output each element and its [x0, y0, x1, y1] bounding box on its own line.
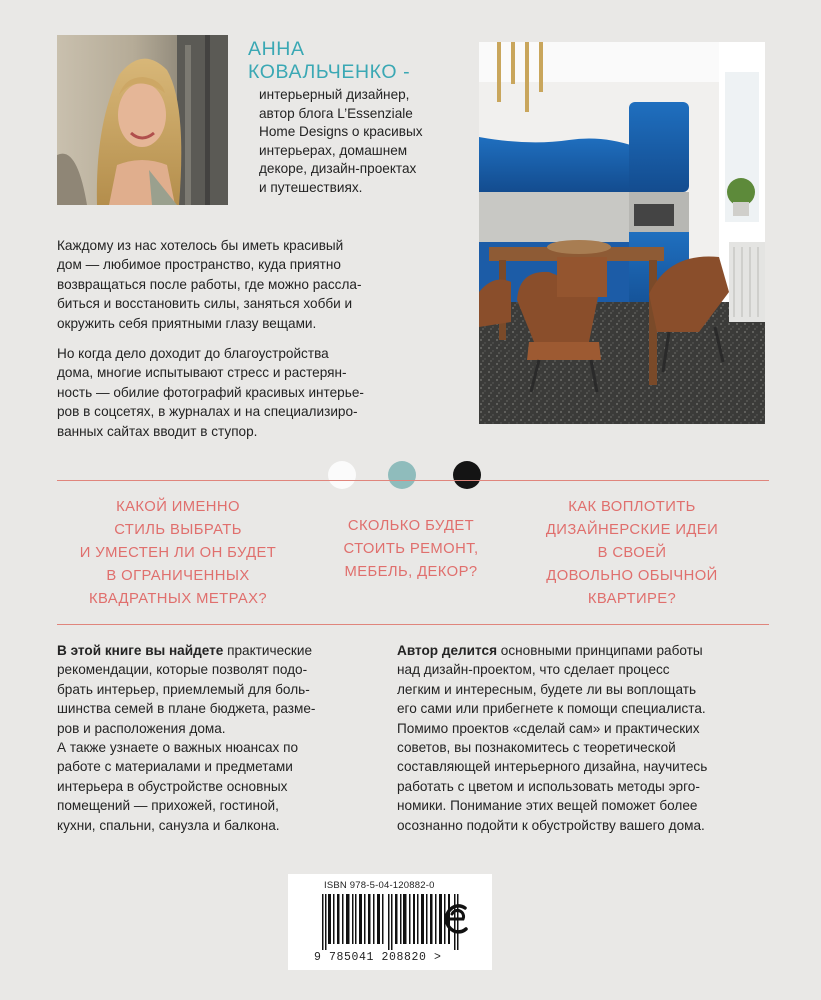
- author-desc-line: интерьерах, домашнем: [259, 142, 408, 158]
- question-line: СТИЛЬ ВЫБРАТЬ: [114, 522, 242, 538]
- author-photo: [57, 35, 228, 205]
- left-line: кухни, спальни, санузла и балкона.: [57, 817, 280, 833]
- author-desc-line: и путешествиях.: [259, 179, 363, 195]
- intro-line: ность — обилие фотографий красивых интерье-: [57, 384, 364, 400]
- question-line: И УМЕСТЕН ЛИ ОН БУДЕТ: [79, 545, 277, 561]
- right-line: легким и интересным, будете ли вы воплощать: [397, 681, 697, 697]
- question-line: КВАДРАТНЫХ МЕТРАХ?: [88, 591, 268, 607]
- right-line: советов, вы познакомитесь с теоретической: [397, 740, 676, 756]
- author-description: [259, 86, 459, 198]
- white-dot-icon: [328, 461, 356, 489]
- author-first-name: АННА: [248, 38, 305, 60]
- black-dot-icon: [453, 461, 481, 489]
- intro-line: окружить себя приятными глазу вещами.: [57, 315, 317, 331]
- author-name: [248, 38, 458, 84]
- left-line: А также узнаете о важных нюансах по: [57, 740, 299, 756]
- question-line: ДИЗАЙНЕРСКИЕ ИДЕИ: [545, 522, 719, 538]
- intro-paragraph-1: [57, 236, 407, 333]
- question-line: В СВОЕЙ: [597, 545, 667, 561]
- right-line: Помимо проектов «сделай сам» и практических: [397, 720, 700, 736]
- question-line: СКОЛЬКО БУДЕТ: [347, 518, 475, 534]
- left-line: помещений — прихожей, гостиной,: [57, 798, 279, 814]
- left-lead: В этой книге вы найдете: [57, 643, 224, 658]
- right-body-text: [397, 641, 767, 835]
- author-last-name: КОВАЛЬЧЕНКО -: [248, 61, 411, 83]
- intro-line: ванных сайтах вводит в ступор.: [57, 423, 258, 439]
- question-cost: [316, 515, 506, 584]
- question-line: МЕБЕЛЬ, ДЕКОР?: [344, 564, 478, 580]
- author-desc-line: интерьерный дизайнер,: [259, 87, 410, 102]
- question-line: КАК ВОПЛОТИТЬ: [568, 499, 696, 515]
- isbn-label: ISBN 978-5-04-120882-0: [324, 880, 435, 891]
- question-style: [66, 496, 290, 611]
- right-line: над дизайн-проектом, что сделает процесс: [397, 662, 670, 678]
- right-paragraph: [397, 641, 767, 835]
- intro-text: [57, 236, 407, 452]
- left-line: рекомендации, которые позволят подо-: [57, 662, 308, 678]
- right-line: основными принципами работы: [497, 643, 703, 658]
- left-body-text: [57, 641, 397, 835]
- question-line: КВАРТИРЕ?: [587, 591, 677, 607]
- right-line: номики. Понимание этих вещей поможет более: [397, 798, 698, 814]
- left-line: работе с материалами и предметами: [57, 759, 293, 775]
- left-line: брать интерьер, приемлемый для боль-: [57, 681, 310, 697]
- intro-line: Каждому из нас хотелось бы иметь красивый: [57, 238, 344, 253]
- teal-dot-icon: [388, 461, 416, 489]
- intro-line: биться и восстановить силы, заняться хобби и: [57, 296, 353, 312]
- top-divider: [57, 480, 769, 481]
- right-line: составляющей интерьерного дизайна, научитесь: [397, 759, 708, 775]
- right-line: осознанно подойти к обустройству вашего дома.: [397, 817, 705, 833]
- intro-line: Но когда дело доходит до благоустройства: [57, 346, 329, 362]
- question-ideas: [520, 496, 744, 611]
- left-line: практические: [223, 643, 313, 658]
- intro-paragraph-2: [57, 344, 407, 441]
- right-line: его сами или прибегнете к помощи специалиста.: [397, 701, 706, 717]
- intro-line: дом — любимое пространство, куда приятно: [57, 257, 341, 273]
- decorative-dots: [328, 461, 488, 481]
- author-desc-line: автор блога L’Essenziale: [259, 105, 413, 121]
- left-paragraph: [57, 641, 397, 835]
- kitchen-photo: [479, 42, 765, 424]
- question-line: КАКОЙ ИМЕННО: [116, 499, 240, 515]
- author-desc-line: декоре, дизайн-проектах: [259, 161, 417, 177]
- left-line: шинства семей в плане бюджета, разме-: [57, 701, 316, 717]
- left-line: интерьера в обустройстве основных: [57, 778, 288, 794]
- bottom-divider: [57, 624, 769, 625]
- question-line: ДОВОЛЬНО ОБЫЧНОЙ: [546, 568, 718, 584]
- author-desc-line: Home Designs о красивых: [259, 124, 423, 140]
- intro-line: дома, многие испытывают стресс и растерян-: [57, 365, 347, 381]
- right-lead: Автор делится: [397, 643, 498, 658]
- right-line: работать с цветом и использовать методы эрго-: [397, 778, 700, 794]
- intro-line: возвращаться после работы, где можно рассла-: [57, 276, 362, 292]
- question-line: СТОИТЬ РЕМОНТ,: [343, 541, 479, 557]
- barcode-digits: 9 785041 208820 >: [314, 951, 442, 964]
- intro-line: ров в соцсетях, в журналах и на специализиро-: [57, 404, 358, 420]
- publisher-logo-icon: [443, 902, 471, 936]
- barcode-icon: [322, 894, 462, 950]
- left-line: ров и расположения дома.: [57, 720, 226, 736]
- question-line: В ОГРАНИЧЕННЫХ: [106, 568, 250, 584]
